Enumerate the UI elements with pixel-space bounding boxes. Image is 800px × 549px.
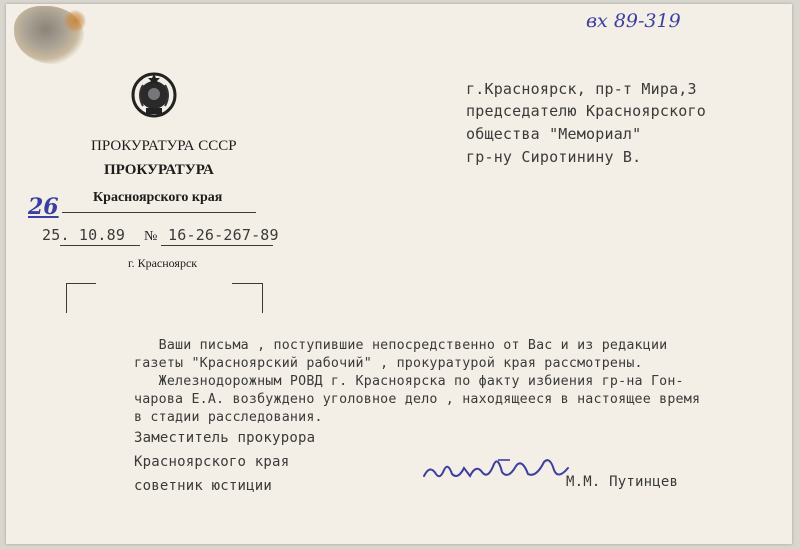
body-p1-line-2: газеты "Красноярский рабочий" , прокуратурой края рассмотрены. [134,356,643,371]
date-field: 25. 10.89 [42,226,126,244]
body-p2-line-2: чарова Е.А. возбуждено уголовное дело , находящееся в настоящее время [134,392,701,407]
org-line-2: ПРОКУРАТУРА [104,162,214,178]
letterhead-rule [62,212,256,213]
addressee-line-1: г.Красноярск, пр-т Мира,3 [466,80,697,98]
bracket-right-side [262,283,263,313]
addressee-line-3: общества "Мемориал" [466,125,642,143]
body-p2-line-3: в стадии расследования. [134,410,323,425]
signer-title-2: Красноярского края [134,454,290,470]
ussr-emblem-icon [129,70,179,120]
body-p2-line-1: Железнодорожным РОВД г. Красноярска по факту избиения гр-на Гон- [134,374,684,389]
handwritten-signature [418,450,578,490]
signer-title-1: Заместитель прокурора [134,430,316,446]
addressee-line-4: гр-ну Сиротинину В. [466,148,642,166]
org-line-1: ПРОКУРАТУРА СССР [91,138,237,154]
date-underline [60,245,140,246]
handwritten-day: 26 [28,194,59,220]
city-label: г. Красноярск [128,256,198,270]
bracket-left-side [66,283,67,313]
rust-stain [64,10,86,32]
signer-title-3: советник юстиции [134,478,273,494]
org-line-3: Красноярского края [93,190,223,205]
bracket-left-top [66,283,96,284]
body-p1-line-1: Ваши письма , поступившие непосредственно от Вас и из редакции [134,338,668,353]
addressee-line-2: председателю Красноярского [466,102,706,120]
signer-name: М.М. Путинцев [566,474,679,490]
document-sheet [6,4,792,544]
bracket-right-top [232,283,262,284]
number-label: № [144,229,158,244]
number-field: 16-26-267-89 [168,226,279,244]
number-underline [161,245,273,246]
registration-note: вх 89-319 [586,10,681,32]
